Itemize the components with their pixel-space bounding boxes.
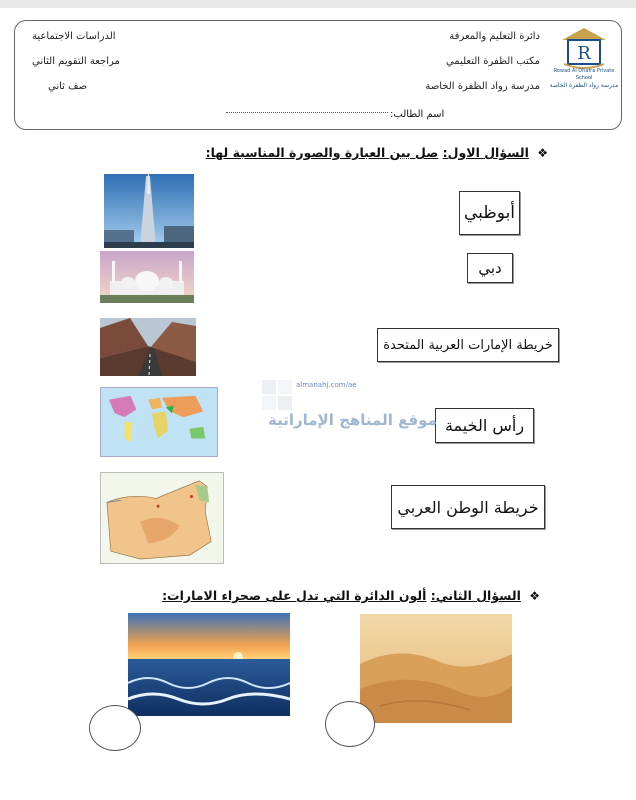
header-review: مراجعة التقويم الثاني [32,56,120,67]
question1-text: صل بين العبارة والصورة المناسبة لها: [205,145,439,160]
logo-caption-ar: مدرسة رواد الظفرة الخاصة [549,82,619,89]
image-sea-sunset[interactable] [128,613,290,716]
word-uae-map[interactable]: خريطة الإمارات العربية المتحدة [377,328,559,362]
answer-circle-sea[interactable] [89,705,141,751]
student-name-label: اسم الطالب: [390,109,445,120]
watermark-url: almanahj.com/ae [296,381,357,389]
header-school: مدرسة رواد الظفرة الخاصة [425,81,540,92]
question1-lead: السؤال الاول: [442,145,529,160]
question2-text: ألون الدائرة التي تدل على صحراء الامارات: [162,588,427,603]
question1-title [206,145,548,160]
uae-map-icon [101,473,223,563]
logo-caption [548,68,620,89]
header-grade: صف ثاني [48,81,87,92]
header-authority: دائرة التعليم والمعرفة [449,31,540,42]
logo-caption-en: Rowad Al Dhafra Private School [553,68,615,81]
worksheet-page [0,8,636,800]
watermark-text: موقع المناهج الإماراتية [268,411,437,429]
image-desert-dunes[interactable] [360,614,512,723]
question1-bullet: ❖ [537,146,548,160]
skyscraper-icon [104,174,194,248]
question2-bullet: ❖ [529,589,540,603]
question2-lead: السؤال الثاني: [430,588,521,603]
word-ras-al-khaimah[interactable]: رأس الخيمة [435,408,534,443]
question2-title [162,588,540,603]
image-grand-mosque[interactable] [100,251,194,303]
header-subject: الدراسات الاجتماعية [32,31,116,42]
word-arab-world-map[interactable]: خريطة الوطن العربي [391,485,545,529]
image-burj-khalifa[interactable] [104,174,194,248]
image-mountain-road[interactable] [100,318,196,376]
school-logo-icon [556,22,612,74]
word-abu-dhabi[interactable]: أبوظبي [459,191,520,235]
student-name-field[interactable] [226,112,388,113]
mountain-icon [100,318,196,376]
image-world-map[interactable] [100,387,218,457]
answer-circle-desert[interactable] [325,701,375,747]
desert-icon [360,614,512,723]
header-office: مكتب الظفرة التعليمي [445,56,540,67]
svg-text:R: R [577,43,591,64]
word-dubai[interactable]: دبي [467,253,513,283]
world-map-icon [101,388,217,456]
mosque-icon [100,251,194,303]
school-logo [556,22,612,74]
image-uae-map[interactable] [100,472,224,564]
sea-icon [128,613,290,716]
